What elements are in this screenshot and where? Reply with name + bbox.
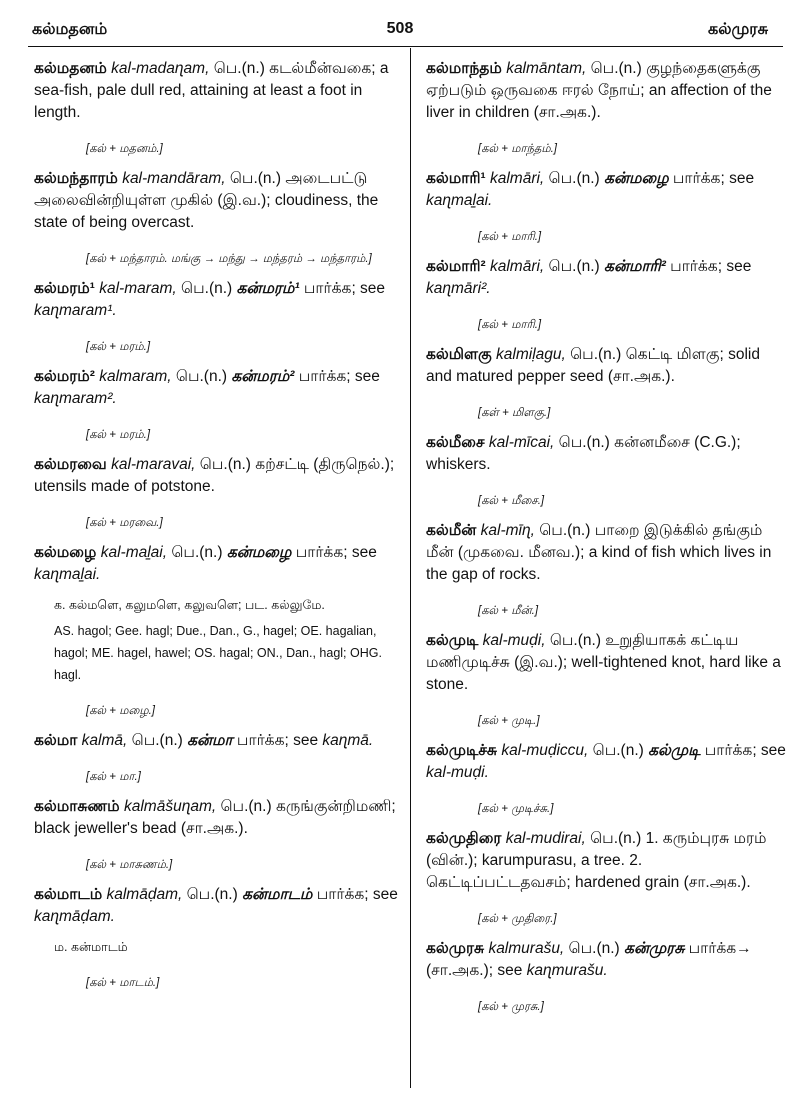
etymology: [கல் + முடிச்சு.] [478, 803, 554, 815]
etymology: [கல் + மந்தாரம். மங்கு → மந்து → மந்தரம் → மந்தாரம்.] [86, 253, 372, 265]
etymology: [கல் + மரவை.] [86, 517, 163, 529]
right-column [426, 58, 788, 1014]
etymology: [கல் + மழை.] [86, 705, 155, 717]
etymology: [கல் + மரம்.] [86, 341, 151, 353]
cognates-germanic: AS. hagol; Gee. hagl; Due., Dan., G., hagel; OE. hagalian, hagol; ME. hagel, hawel; OS. hagal; ON., Dan., hagl; OHG. hagl. [54, 624, 382, 682]
dictionary-entry: கல்மந்தாரம் kal-mandāram, பெ.(n.) அடைபட்டு அலைவின்றியுள்ள முகில் (இ.வ.); cloudiness, the state of being overcast. [34, 170, 379, 231]
dictionary-entry: கல்மாரி¹ kalmāri, பெ.(n.) கன்மழை பார்க்க; see kaɳmaḻai. [426, 170, 755, 209]
etymology: [கல் + மாரி.] [478, 319, 542, 331]
dictionary-entry: கல்மாசுணம் kalmāšuɳam, பெ.(n.) கருங்குன்றிமணி; black jeweller's bead (சா.அக.). [34, 798, 396, 837]
etymology: [கல் + மீன்.] [478, 605, 539, 617]
etymology: [கல் + முடி.] [478, 715, 540, 727]
cognates-dravidian: க. கல்மளெ, கலுமளெ, கலுவளெ; பட. கல்லுமே. [54, 598, 325, 612]
dictionary-entry: கல்முதிரை kal-mudirai, பெ.(n.) 1. கரும்புரசு மரம் (வின்.); karumpurasu, a tree. 2. கெட்டிப்பட்டதவசம்; hardened grain (சா.அக.). [426, 830, 767, 891]
etymology: [கல் + முதிரை.] [478, 913, 557, 925]
etymology: [கல் + மதனம்.] [86, 143, 163, 155]
etymology: [கள் + மிளகு.] [478, 407, 551, 419]
dictionary-entry: கல்மரம்¹ kal-maram, பெ.(n.) கன்மரம்¹ பார்க்க; see kaɳmaram¹. [34, 280, 386, 319]
etymology: [கல் + மீசை.] [478, 495, 545, 507]
etymology: [கல் + மாரி.] [478, 231, 542, 243]
dictionary-entry: கல்மதனம் kal-madaɳam, பெ.(n.) கடல்மீன்வகை; a sea-fish, pale dull red, attaining at least a foot in length. [34, 60, 389, 121]
etymology: [கல் + மரம்.] [86, 429, 151, 441]
etymology: [கல் + மா.] [86, 771, 141, 783]
cognates-malayalam: ம. கன்மாடம் [54, 940, 128, 954]
dictionary-entry: கல்மரம்² kalmaram, பெ.(n.) கன்மரம்² பார்க்க; see kaɳmaram². [34, 368, 380, 407]
column-divider [410, 48, 411, 1088]
etymology: [கல் + மாடம்.] [86, 977, 160, 989]
dictionary-entry: கல்மழை kal-maḻai, பெ.(n.) கன்மழை பார்க்க; see kaɳmaḻai. [34, 544, 377, 583]
etymology: [கல் + முரசு.] [478, 1001, 544, 1013]
dictionary-entry: கல்மாரி² kalmāri, பெ.(n.) கன்மாரி² பார்க்க; see kaɳmāri². [426, 258, 752, 297]
dictionary-entry: கல்மிளகு kalmiḷagu, பெ.(n.) கெட்டி மிளகு; solid and matured pepper seed (சா.அக.). [426, 346, 760, 385]
dictionary-entry: கல்முரசு kalmurašu, பெ.(n.) கன்முரசு பார்க்க→ (சா.அக.); see kaɳmurašu. [426, 940, 752, 979]
page-header [0, 0, 800, 44]
dictionary-entry: கல்மா kalmā, பெ.(n.) கன்மா பார்க்க; see kaɳmā. [34, 732, 374, 749]
dictionary-entry: கல்மீசை kal-mīcai, பெ.(n.) கன்னமீசை (C.G.); whiskers. [426, 434, 741, 473]
dictionary-entry: கல்மாந்தம் kalmāntam, பெ.(n.) குழந்தைகளுக்கு ஏற்படும் ஒருவகை ஈரல் நோய்; an affection of the liver in children (சா.அக.). [426, 60, 772, 121]
page-number: 508 [386, 20, 414, 37]
header-rule [28, 46, 783, 47]
dictionary-entry: கல்மீன் kal-mīɳ, பெ.(n.) பாறை இடுக்கில் தங்கும் மீன் (முகவை. மீனவ.); a kind of fish which lives in the gap of rocks. [426, 522, 772, 583]
etymology: [கல் + மாசுணம்.] [86, 859, 173, 871]
dictionary-entry: கல்மரவை kal-maravai, பெ.(n.) கற்சட்டி (திருநெல்.); utensils made of potstone. [34, 456, 395, 495]
header-left-guideword: கல்மதனம் [32, 21, 108, 38]
dictionary-entry: கல்முடி kal-muḍi, பெ.(n.) உறுதியாகக் கட்டிய மணிமுடிச்சு (இ.வ.); well-tightened knot, hard like a stone. [426, 632, 781, 693]
dictionary-entry: கல்முடிச்சு kal-muḍiccu, பெ.(n.) கல்முடி பார்க்க; see kal-muḍi. [426, 742, 786, 781]
dictionary-entry: கல்மாடம் kalmāḍam, பெ.(n.) கன்மாடம் பார்க்க; see kaɳmāḍam. [34, 886, 398, 925]
header-right-guideword: கல்முரசு [708, 21, 768, 38]
etymology: [கல் + மாந்தம்.] [478, 143, 557, 155]
left-column [34, 58, 406, 990]
